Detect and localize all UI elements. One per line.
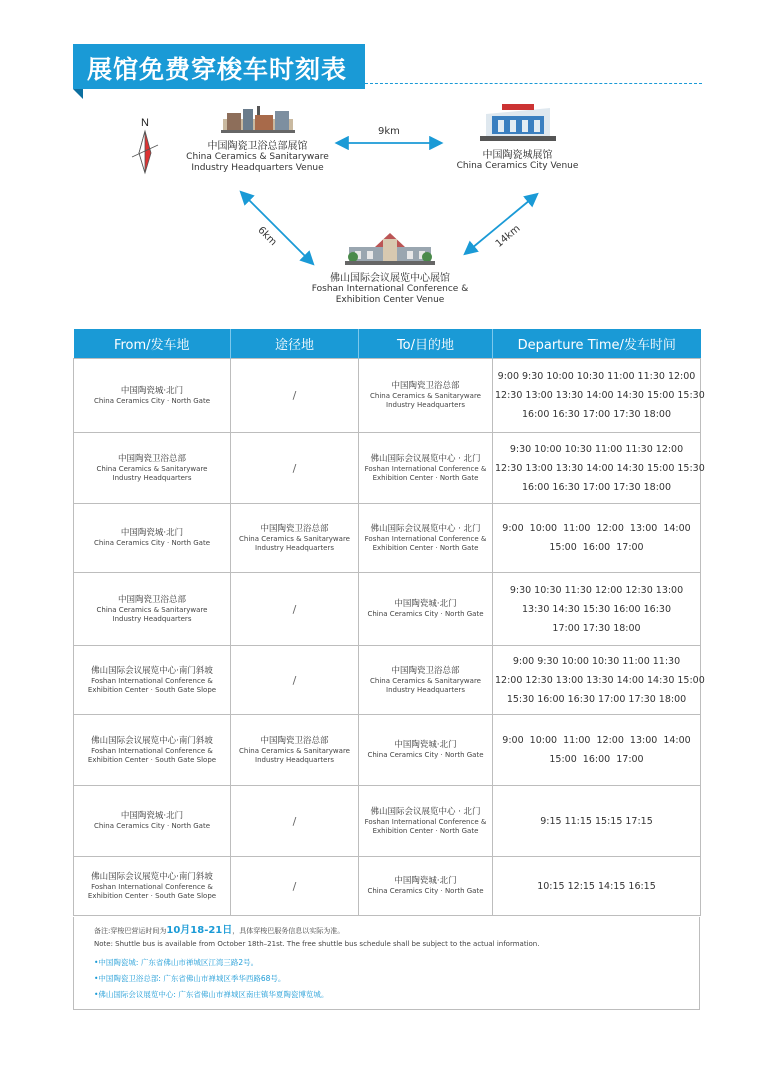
to-cell [359, 573, 493, 646]
from-cell-en1: Foshan International Conference & [91, 882, 213, 891]
table-row [74, 786, 701, 857]
via-cell-en1: China Ceramics & Sanitaryware [239, 534, 350, 543]
departure-times-line: 9:15 11:15 15:15 17:15 [540, 815, 653, 827]
departure-times-line: 15:00 16:00 17:00 [549, 542, 644, 553]
to-cell-en2: Exhibition Center · North Gate [372, 543, 479, 552]
departure-times-line: 9:00 9:30 10:00 10:30 11:00 11:30 [512, 655, 681, 667]
venue-map [0, 95, 780, 325]
venue-city-name-zh: 中国陶瓷城展馆 [482, 150, 553, 161]
venue-foshan-name-zh: 佛山国际会议展览中心展馆 [330, 273, 450, 284]
notes-section [73, 917, 700, 1010]
from-cell [74, 786, 231, 857]
from-cell [74, 433, 231, 504]
shuttle-schedule-table [73, 329, 705, 916]
to-cell-en2: Exhibition Center · North Gate [372, 826, 479, 835]
compass-north-label: N [141, 117, 149, 129]
from-cell-en1: Foshan International Conference & [91, 746, 213, 755]
address-foshan: •佛山国际会议展览中心: 广东省佛山市禅城区南庄镇华夏陶瓷博览城。 [94, 990, 329, 999]
via-cell-empty: / [231, 359, 359, 433]
table-row [74, 433, 701, 504]
departure-times-line: 9:00 9:30 10:00 10:30 11:00 11:30 12:00 [497, 371, 696, 382]
departure-times-cell [493, 646, 705, 715]
city-building-icon [478, 102, 558, 142]
title-divider [365, 83, 702, 84]
departure-times-line: 13:30 14:30 15:30 16:00 16:30 [522, 603, 671, 615]
to-cell [359, 786, 493, 857]
from-cell [74, 504, 231, 573]
header-to: To/目的地 [359, 329, 493, 359]
from-cell-zh: 中国陶瓷城·北门 [120, 385, 184, 396]
to-cell-en2: Industry Headquarters [386, 401, 465, 409]
from-cell [74, 715, 231, 786]
from-cell-en1: China Ceramics & Sanitaryware [96, 605, 208, 614]
venue-city [445, 102, 590, 172]
departure-times-line: 15:30 16:00 16:30 17:00 17:30 18:00 [506, 693, 687, 705]
from-cell-zh: 中国陶瓷城·北门 [120, 528, 184, 538]
departure-times-cell [493, 857, 701, 916]
departure-times-cell [493, 786, 701, 857]
table-row [74, 715, 701, 786]
departure-times-line: 9:00 10:00 11:00 12:00 13:00 14:00 [502, 523, 691, 534]
via-cell-zh: 中国陶瓷卫浴总部 [260, 735, 329, 746]
departure-times-line: 9:00 10:00 11:00 12:00 13:00 14:00 [502, 735, 691, 746]
to-cell-en1: Foshan International Conference & [364, 534, 487, 543]
note-zh-dates: 10月18-21日 [166, 925, 233, 936]
to-cell-en1: China Ceramics & Sanitaryware [370, 392, 481, 400]
table-body [74, 359, 705, 916]
from-cell-zh: 佛山国际会议展览中心·南门斜坡 [91, 665, 213, 676]
via-cell-en2: Industry Headquarters [255, 755, 334, 764]
table-row [74, 504, 701, 573]
header-departure-time: Departure Time/发车时间 [493, 329, 701, 359]
page-title: 展馆免费穿梭车时刻表 [87, 55, 348, 84]
hq-building-icon [221, 105, 295, 133]
departure-times-cell [493, 715, 701, 786]
via-cell [231, 504, 359, 573]
from-cell-zh: 佛山国际会议展览中心·南门斜坡 [91, 735, 213, 746]
to-cell-en1: Foshan International Conference & [364, 464, 487, 473]
to-cell-en1: China Ceramics & Sanitaryware [370, 676, 481, 685]
departure-times-cell [493, 433, 705, 504]
venue-foshan [300, 229, 480, 306]
from-cell-zh: 中国陶瓷卫浴总部 [117, 453, 186, 464]
from-cell-zh: 中国陶瓷卫浴总部 [117, 594, 186, 605]
departure-times-line: 9:30 10:00 10:30 11:00 11:30 12:00 [509, 443, 684, 455]
distance-hq-foshan: 6km [255, 224, 279, 249]
address-ceramics-city: •中国陶瓷城: 广东省佛山市禅城区江湾三路2号。 [94, 958, 259, 967]
venue-foshan-name-en1: Foshan International Conference & [311, 284, 469, 294]
to-cell-zh: 佛山国际会议展览中心 · 北门 [370, 453, 481, 464]
from-cell-en2: Exhibition Center · South Gate Slope [87, 755, 217, 764]
departure-times-cell [493, 573, 701, 646]
from-cell-en1: China Ceramics City · North Gate [93, 539, 211, 547]
to-cell-en2: Industry Headquarters [386, 685, 465, 694]
table-row [74, 573, 701, 646]
venue-hq-name-en2: Industry Headquarters Venue [191, 163, 324, 173]
to-cell-zh: 中国陶瓷城·北门 [394, 876, 457, 886]
to-cell [359, 715, 493, 786]
departure-times-cell [493, 504, 701, 573]
table-row [74, 359, 701, 433]
via-cell-en1: China Ceramics & Sanitaryware [239, 746, 350, 755]
note-zh-post: ，具体穿梭巴服务信息以实际为准。 [232, 927, 345, 935]
departure-times-line: 12:30 13:00 13:30 14:00 14:30 15:00 15:30 [495, 390, 705, 401]
to-cell [359, 359, 493, 433]
to-cell-zh: 中国陶瓷卫浴总部 [391, 381, 460, 391]
via-cell-empty: / [231, 786, 359, 857]
via-cell-empty: / [231, 646, 359, 715]
via-cell-zh: 中国陶瓷卫浴总部 [260, 523, 329, 534]
from-cell [74, 573, 231, 646]
departure-times-line: 12:00 12:30 13:00 13:30 14:00 14:30 15:00 [495, 674, 705, 686]
to-cell [359, 646, 493, 715]
from-cell-zh: 佛山国际会议展览中心·南门斜坡 [91, 871, 213, 882]
from-cell-en2: Exhibition Center · South Gate Slope [87, 685, 217, 694]
venue-city-name-en1: China Ceramics City Venue [456, 161, 579, 171]
to-cell-en1: China Ceramics City · North Gate [367, 887, 484, 895]
to-cell-en1: Foshan International Conference & [364, 817, 487, 826]
via-cell-empty: / [231, 857, 359, 916]
note-en: Note: Shuttle bus is available from October 18th–21st. The free shuttle bus schedule shall be subject to the actual information. [94, 940, 540, 948]
distance-hq-city: 9km [378, 126, 400, 137]
departure-times-line: 10:15 12:15 14:15 16:15 [537, 880, 656, 892]
to-cell-zh: 中国陶瓷城·北门 [394, 599, 457, 609]
from-cell-zh: 中国陶瓷城·北门 [120, 811, 184, 821]
departure-times-line: 17:00 17:30 18:00 [552, 622, 641, 634]
from-cell-en2: Exhibition Center · South Gate Slope [87, 891, 217, 900]
departure-times-cell [493, 359, 705, 433]
to-cell [359, 433, 493, 504]
header-via: 途径地 [231, 329, 359, 359]
to-cell-zh: 中国陶瓷卫浴总部 [391, 665, 460, 676]
departure-times-line: 15:00 16:00 17:00 [549, 754, 644, 765]
to-cell-en2: Exhibition Center · North Gate [372, 473, 479, 482]
from-cell [74, 857, 231, 916]
from-cell [74, 646, 231, 715]
from-cell-en1: China Ceramics City · North Gate [93, 822, 211, 830]
to-cell-zh: 佛山国际会议展览中心 · 北门 [370, 523, 481, 534]
via-cell-empty: / [231, 433, 359, 504]
table-row [74, 646, 701, 715]
table-header-row [74, 329, 701, 359]
departure-times-line: 12:30 13:00 13:30 14:00 14:30 15:00 15:30 [495, 462, 705, 474]
to-cell-zh: 中国陶瓷城·北门 [394, 740, 457, 750]
from-cell-en2: Industry Headquarters [112, 473, 192, 482]
foshan-building-icon [345, 229, 435, 265]
title-banner [73, 44, 365, 89]
to-cell [359, 504, 493, 573]
venue-hq [180, 105, 335, 174]
from-cell-en1: Foshan International Conference & [91, 676, 213, 685]
via-cell-empty: / [231, 573, 359, 646]
from-cell-en1: China Ceramics City · North Gate [93, 396, 211, 405]
departure-times-line: 16:00 16:30 17:00 17:30 18:00 [522, 481, 671, 493]
table-row [74, 857, 701, 916]
distance-city-foshan: 14km [493, 223, 523, 250]
header-from: From/发车地 [74, 329, 231, 359]
departure-times-line: 16:00 16:30 17:00 17:30 18:00 [522, 409, 671, 420]
from-cell-en1: China Ceramics & Sanitaryware [96, 464, 208, 473]
from-cell-en2: Industry Headquarters [112, 614, 192, 623]
venue-foshan-name-en2: Exhibition Center Venue [335, 295, 445, 305]
to-cell-zh: 佛山国际会议展览中心 · 北门 [370, 806, 481, 817]
via-cell [231, 715, 359, 786]
venue-hq-name-en1: China Ceramics & Sanitaryware [186, 152, 329, 162]
note-zh-pre: 备注:穿梭巴营运时间为 [94, 927, 167, 935]
address-hq: •中国陶瓷卫浴总部: 广东省佛山市禅城区季华西路68号。 [94, 974, 286, 983]
departure-times-line: 9:30 10:30 11:30 12:00 12:30 13:00 [509, 584, 684, 596]
to-cell [359, 857, 493, 916]
to-cell-en1: China Ceramics City · North Gate [367, 610, 484, 618]
note-zh [94, 924, 679, 938]
to-cell-en1: China Ceramics City · North Gate [367, 751, 484, 759]
via-cell-en2: Industry Headquarters [255, 543, 334, 552]
venue-hq-name-zh: 中国陶瓷卫浴总部展馆 [207, 141, 308, 152]
from-cell [74, 359, 231, 433]
